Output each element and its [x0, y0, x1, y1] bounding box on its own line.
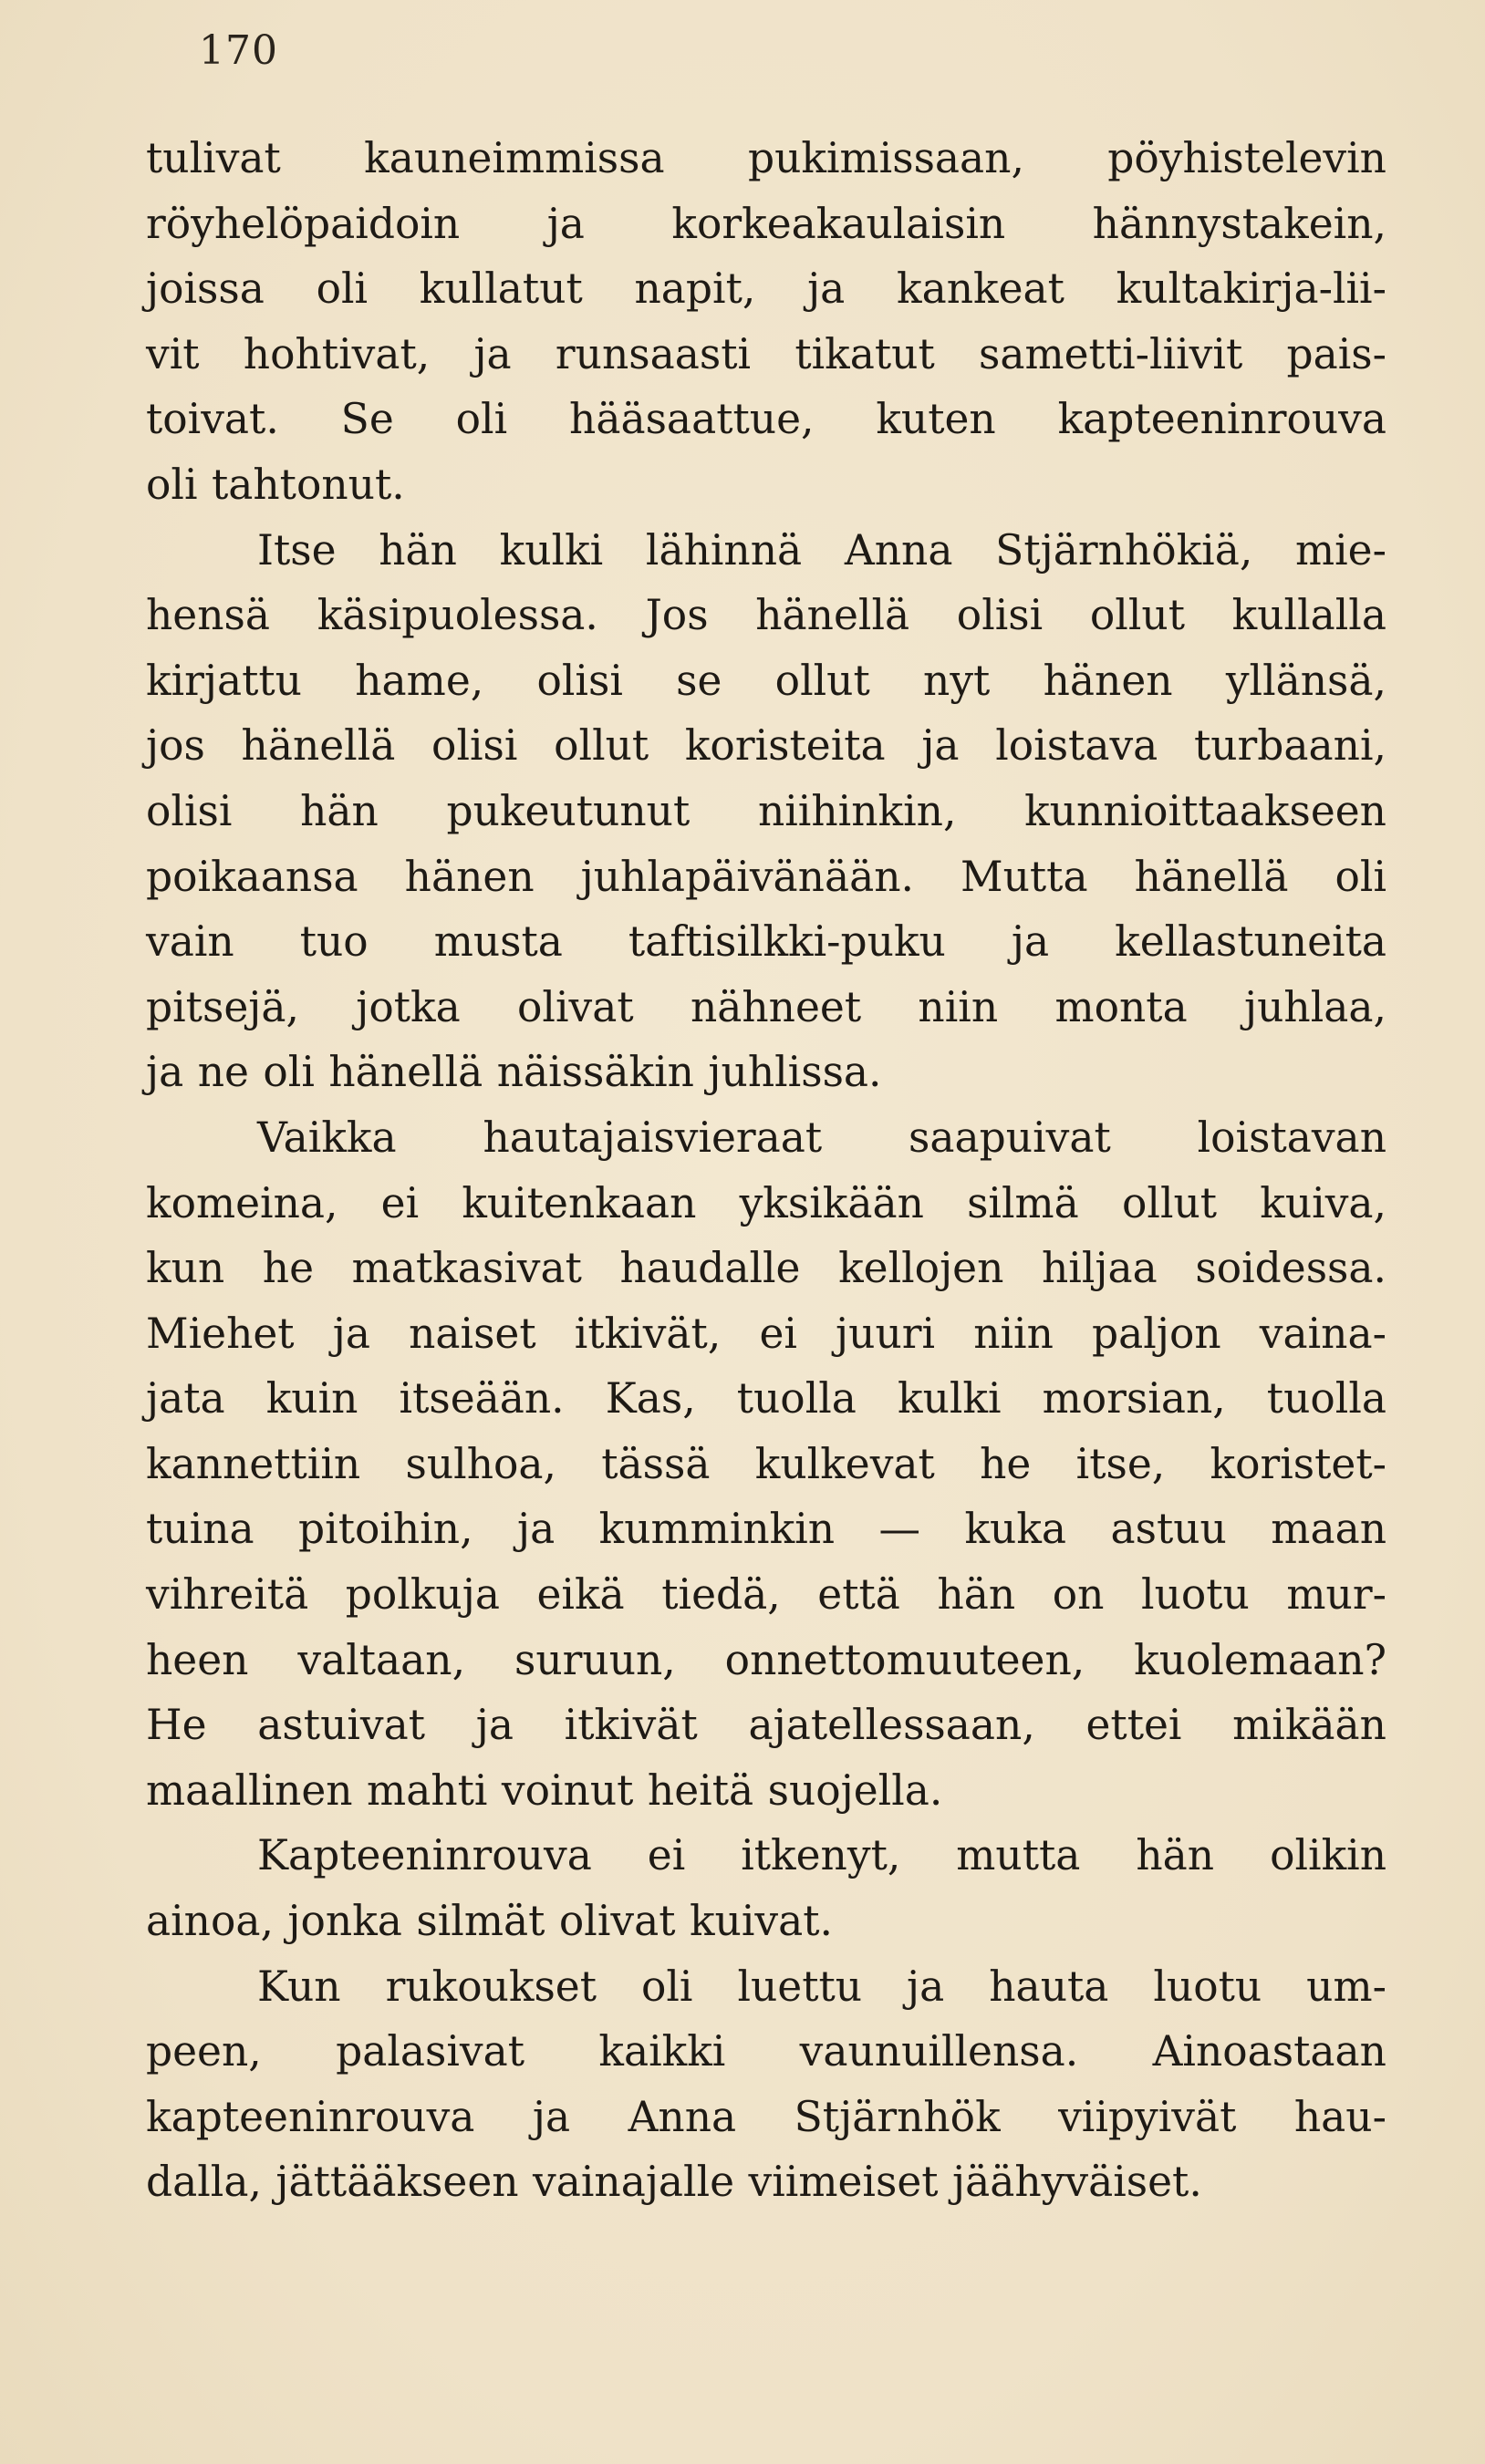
text-line: maallinen mahti voinut heitä suojella. — [146, 1765, 943, 1815]
text-line: ainoa, jonka silmät olivat kuivat. — [146, 1897, 833, 1946]
text-line: jos hänellä olisi ollut koristeita ja loistava turbaani, — [146, 721, 1386, 771]
page-number: 170 — [199, 27, 278, 74]
text-line: kirjattu hame, olisi se ollut nyt hänen yllänsä, — [146, 656, 1386, 705]
text-line: röyhelöpaidoin ja korkeakaulaisin hännystakein, — [146, 199, 1386, 248]
text-line: peen, palasivat kaikki vaunuillensa. Ainoastaan — [146, 2027, 1386, 2076]
text-line: vihreitä polkuja eikä tiedä, että hän on luotu mur- — [146, 1570, 1386, 1620]
paragraph-start-line: Kapteeninrouva ei itkenyt, mutta hän olikin — [257, 1831, 1386, 1880]
text-line: komeina, ei kuitenkaan yksikään silmä ollut kuiva, — [146, 1178, 1386, 1227]
paragraph-start-line: Kun rukoukset oli luettu ja hauta luotu um- — [257, 1962, 1386, 2011]
text-line: heen valtaan, suruun, onnettomuuteen, kuolemaan? — [146, 1635, 1386, 1684]
text-line: jata kuin itseään. Kas, tuolla kulki morsian, tuolla — [146, 1374, 1386, 1424]
paragraph-start-line: Itse hän kulki lähinnä Anna Stjärnhökiä, mie- — [257, 525, 1386, 575]
text-line: toivat. Se oli hääsaattue, kuten kapteeninrouva — [146, 395, 1386, 444]
text-line: oli tahtonut. — [146, 460, 405, 509]
text-line: hensä käsipuolessa. Jos hänellä olisi ollut kullalla — [146, 591, 1386, 640]
body-text — [146, 126, 1386, 2215]
text-line: vain tuo musta taftisilkki-puku ja kellastuneita — [146, 917, 1386, 967]
text-line: ja ne oli hänellä näissäkin juhlissa. — [146, 1048, 882, 1097]
text-line: kun he matkasivat haudalle kellojen hiljaa soidessa. — [146, 1244, 1386, 1293]
text-line: poikaansa hänen juhlapäivänään. Mutta hänellä oli — [146, 852, 1386, 901]
text-line: joissa oli kullatut napit, ja kankeat kultakirja-lii- — [146, 264, 1386, 314]
text-line: vit hohtivat, ja runsaasti tikatut sametti-liivit pais- — [146, 329, 1386, 378]
paragraph-start-line: Vaikka hautajaisvieraat saapuivat loistavan — [257, 1113, 1386, 1162]
text-line: tuina pitoihin, ja kumminkin — kuka astuu maan — [146, 1505, 1386, 1554]
text-line: olisi hän pukeutunut niihinkin, kunnioittaakseen — [146, 786, 1386, 835]
text-line: dalla, jättääkseen vainajalle viimeiset jäähyväiset. — [146, 2158, 1202, 2207]
text-line: kannettiin sulhoa, tässä kulkevat he itse, koristet- — [146, 1439, 1386, 1488]
text-line: He astuivat ja itkivät ajatellessaan, ettei mikään — [146, 1701, 1386, 1750]
text-line: pitsejä, jotka olivat nähneet niin monta juhlaa, — [146, 982, 1386, 1031]
text-line: Miehet ja naiset itkivät, ei juuri niin paljon vaina- — [146, 1309, 1386, 1358]
text-line: kapteeninrouva ja Anna Stjärnhök viipyivät hau- — [146, 2092, 1386, 2141]
text-line: tulivat kauneimmissa pukimissaan, pöyhistelevin — [146, 134, 1386, 182]
